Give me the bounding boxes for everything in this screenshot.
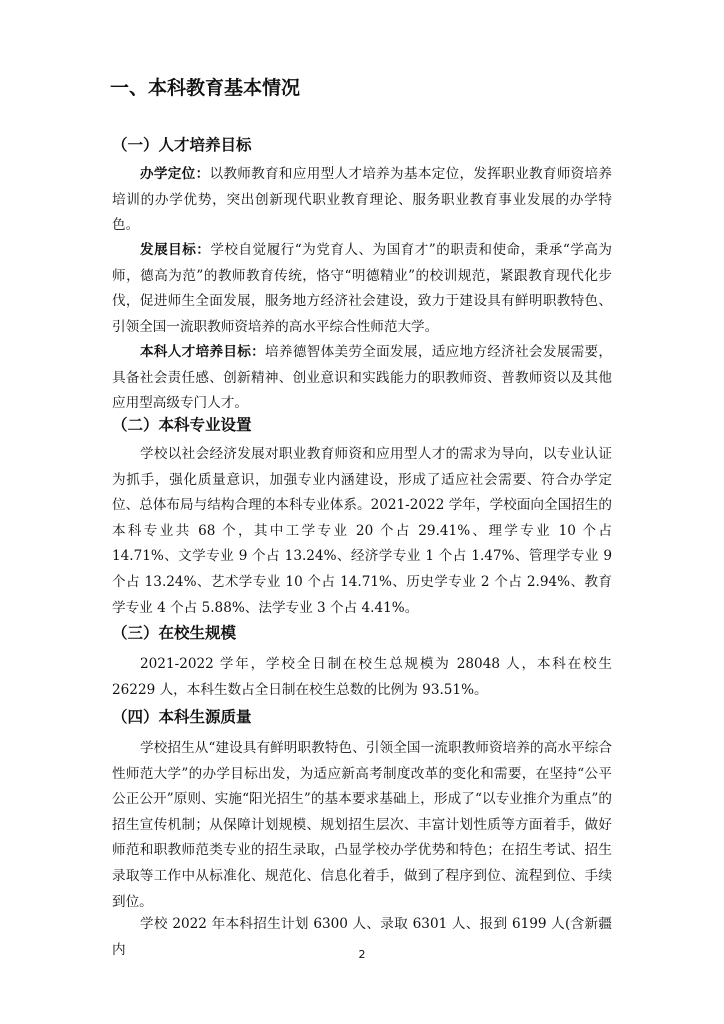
subsection-heading-majors: （二）本科专业设置 [112, 416, 252, 434]
paragraph-enrollment: 2021-2022 学年，学校全日制在校生总规模为 28048 人，本科在校生 26229 人，本科生数占全日制在校生总数的比例为 93.51%。 [112, 656, 612, 698]
page-number: 2 [358, 948, 366, 961]
text-development-goal: 学校自觉履行“为党育人、为国育才”的职责和使命，秉承“学高为师，德高为范”的教师教育传统，恪守“明德精业”的校训规范，紧跟教育现代化步伐，促进师生全面发展，服务地方经济社会建设，致力于建设具有鲜明职教特色、引领全国一流职教师资培养的高水平综合性师范大学。 [112, 242, 612, 335]
text-undergrad-goal: 培养德智体美劳全面发展，适应地方经济社会发展需要，具备社会责任感、创新精神、创业意识和实践能力的职教师资、普教师资以及其他应用型高级专门人才。 [112, 344, 613, 412]
paragraph-positioning [112, 162, 612, 239]
section-title: 一、本科教育基本情况 [110, 77, 301, 99]
paragraph-admission-plan: 学校 2022 年本科招生计划 6300 人、录取 6301 人、报到 6199 人(含新疆内 [112, 916, 612, 958]
text-positioning: 以教师教育和应用型人才培养为基本定位，发挥职业教育师资培养培训的办学优势，突出创新现代职业教育理论、服务职业教育事业发展的办学特色。 [112, 166, 613, 234]
label-development-goal: 发展目标： [140, 242, 211, 258]
subsection-heading-student-quality: （四）本科生源质量 [112, 708, 252, 726]
label-undergrad-goal: 本科人才培养目标： [140, 344, 266, 360]
subsection-heading-enrollment: （三）在校生规模 [112, 624, 237, 642]
paragraph-majors: 学校以社会经济发展对职业教育师资和应用型人才的需求为导向，以专业认证为抓手，强化质量意识，加强专业内涵建设，形成了适应社会需要、符合办学定位、总体布局与结构合理的本科专业体系。2021-2022 学年，学校面向全国招生的本科专业共 68 个，其中工学专业 20 个占 29.41%、理学专业 10 个占 14.71%、文学专业 9 个占 13.24%、经济学专业 1 个占 1.47%、管理学专业 9 个占 13.24%、艺术学专业 10 个占 14.71%、历史学专业 2 个占 2.94%、教育学专业 4 个占 5.88%、法学专业 3 个占 4.41%。 [112, 446, 612, 616]
subsection-heading-talent-goals: （一）人才培养目标 [112, 136, 252, 154]
label-positioning: 办学定位： [140, 166, 210, 182]
paragraph-development-goal [112, 238, 612, 340]
paragraph-recruitment: 学校招生从“建设具有鲜明职教特色、引领全国一流职教师资培养的高水平综合性师范大学”的办学目标出发，为适应新高考制度改革的变化和需要，在坚持“公平公正公开”原则、实施“阳光招生”的基本要求基础上，形成了“以专业推介为重点”的招生宣传机制；从保障计划规模、规划招生层次、丰富计划性质等方面着手，做好师范和职教师范类专业的招生录取，凸显学校办学优势和特色；在招生考试、招生录取等工作中从标准化、规范化、信息化着手，做到了程序到位、流程到位、手续到位。 [112, 740, 612, 910]
paragraph-undergrad-goal [112, 340, 612, 417]
